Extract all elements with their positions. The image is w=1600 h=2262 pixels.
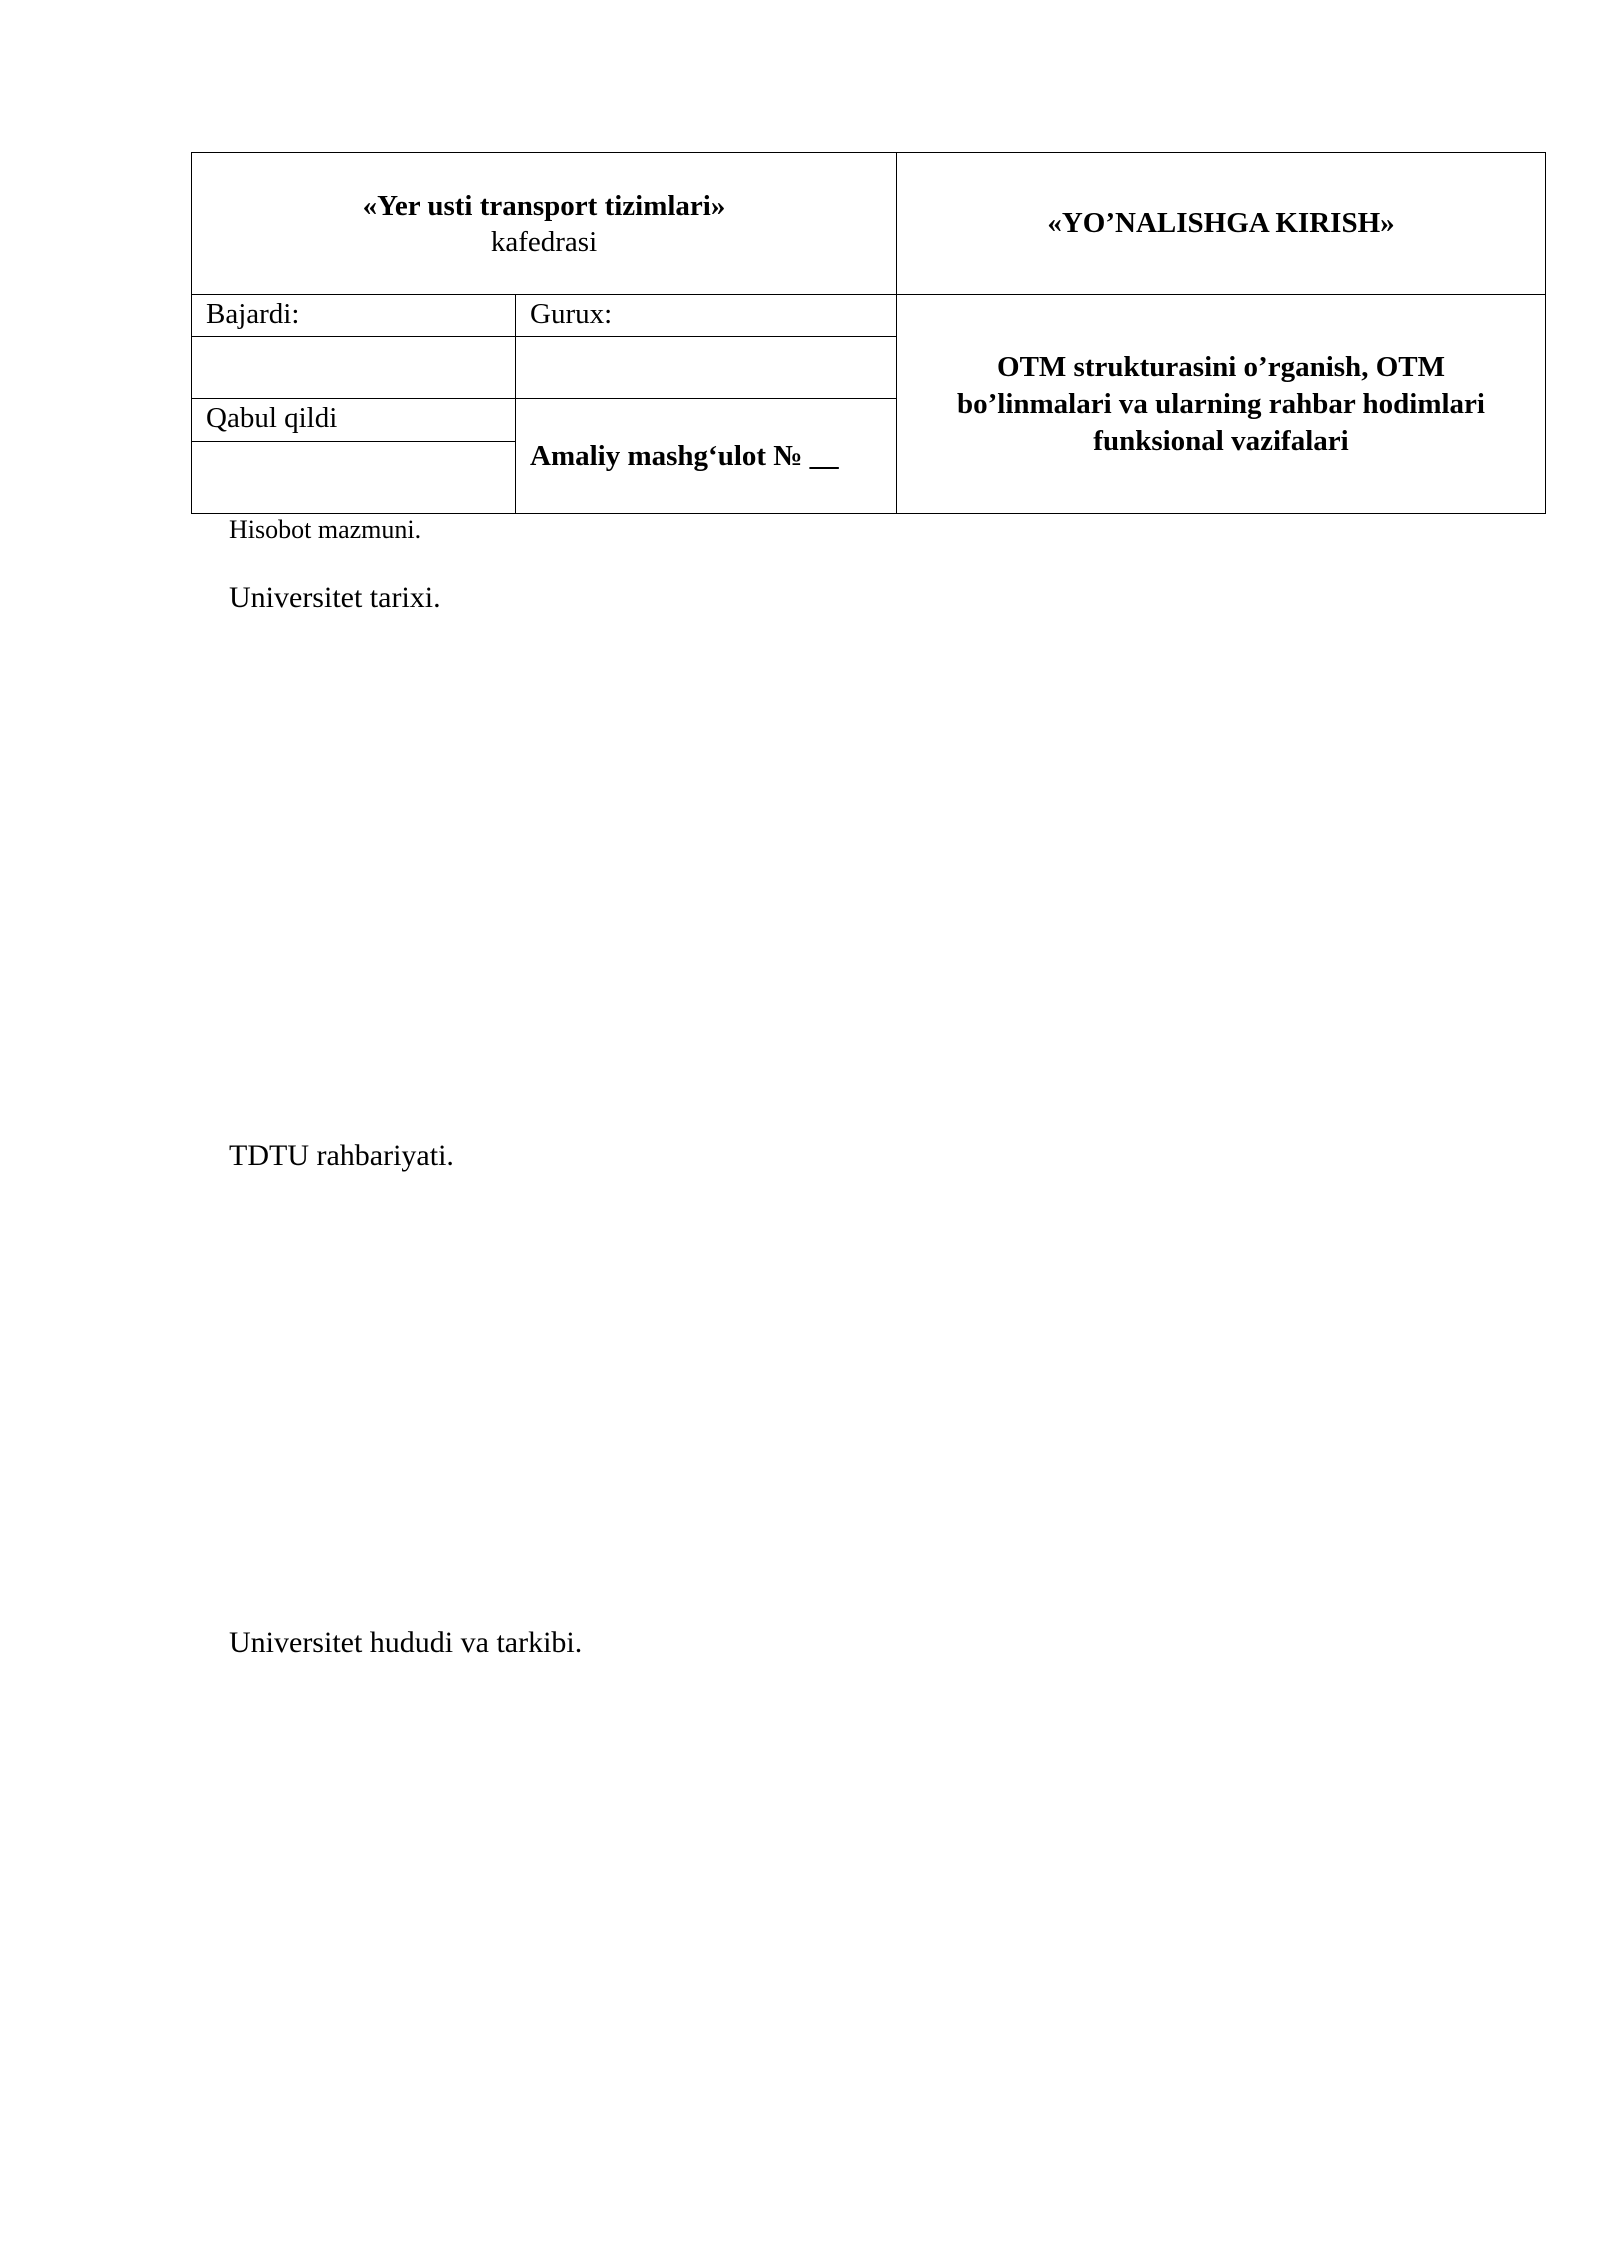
practice-number-label: Amaliy mashg‘ulot № __: [516, 399, 897, 514]
report-header-table: [191, 152, 1546, 514]
accepted-name-field[interactable]: [192, 442, 516, 514]
department-subtitle: kafedrasi: [490, 225, 598, 258]
department-cell: [192, 153, 897, 295]
topic-title: OTM strukturasini o’rganish, OTM bo’linmalari va ularning rahbar hodimlari funksional vazifalari: [897, 295, 1546, 514]
accepted-label: Qabul qildi: [192, 399, 516, 442]
section-university-history: Universitet tarixi.: [229, 581, 441, 614]
group-label: Gurux:: [516, 295, 897, 337]
report-contents-heading: Hisobot mazmuni.: [229, 515, 422, 544]
course-title: «YO’NALISHGA KIRISH»: [897, 153, 1546, 295]
section-university-territory: Universitet hududi va tarkibi.: [229, 1626, 583, 1659]
department-title: «Yer usti transport tizimlari»: [362, 189, 726, 222]
group-name-field[interactable]: [516, 337, 897, 399]
performed-label: Bajardi:: [192, 295, 516, 337]
section-tdtu-leadership: TDTU rahbariyati.: [229, 1139, 454, 1172]
performed-name-field[interactable]: [192, 337, 516, 399]
